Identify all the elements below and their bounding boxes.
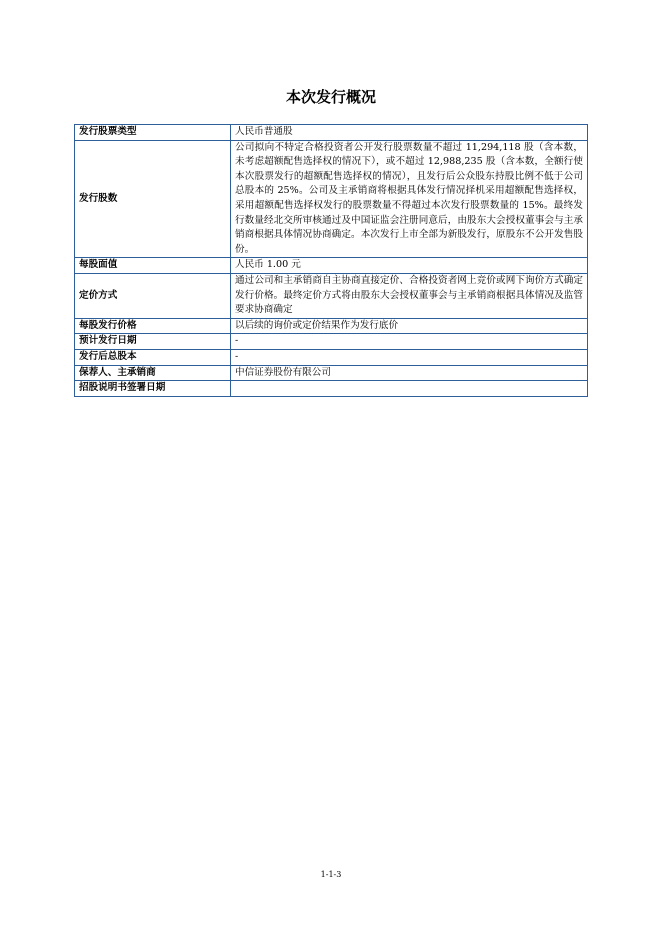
page-title: 本次发行概况	[285, 88, 376, 106]
row-label-total-shares: 发行后总股本	[75, 349, 231, 365]
page-number: 1-1-3	[320, 870, 342, 879]
row-value-par-value: 人民币 1.00 元	[231, 258, 588, 274]
table-row	[75, 273, 588, 318]
row-value-pricing-method: 通过公司和主承销商自主协商直接定价、合格投资者网上竞价或网下询价方式确定发行价格。最终定价方式将由股东大会授权董事会与主承销商根据具体情况及监管要求协商确定	[231, 273, 588, 318]
table-row	[75, 381, 588, 397]
row-label-par-value: 每股面值	[75, 258, 231, 274]
row-label-pricing-method: 定价方式	[75, 273, 231, 318]
row-value-share-count: 公司拟向不特定合格投资者公开发行股票数量不超过 11,294,118 股（含本数，未考虑超额配售选择权的情况下），或不超过 12,988,235 股（含本数，全额行使本次股票发行的超额配售选择权的情况），且发行后公众股东持股比例不低于公司总股本的 25%。公司及主承销商将根据具体发行情况择机采用超额配售选择权，采用超额配售选择权发行的股票数量不得超过本次发行股票数量的 15%。最终发行数量经北交所审核通过及中国证监会注册同意后，由股东大会授权董事会与主承销商根据具体情况协商确定。本次发行上市全部为新股发行，原股东不公开发售股份。	[231, 140, 588, 258]
row-value-issue-date: -	[231, 334, 588, 350]
row-value-issue-price: 以后续的询价或定价结果作为发行底价	[231, 318, 588, 334]
table-row	[75, 125, 588, 141]
row-label-issue-date: 预计发行日期	[75, 334, 231, 350]
row-value-total-shares: -	[231, 349, 588, 365]
row-value-sponsor: 中信证券股份有限公司	[231, 365, 588, 381]
table-row	[75, 140, 588, 258]
row-label-share-count: 发行股数	[75, 140, 231, 258]
table-row	[75, 318, 588, 334]
table-row	[75, 349, 588, 365]
row-label-stock-type: 发行股票类型	[75, 125, 231, 141]
row-value-signing-date	[231, 381, 588, 397]
offering-overview-table	[74, 124, 588, 397]
row-label-sponsor: 保荐人、主承销商	[75, 365, 231, 381]
table-row	[75, 365, 588, 381]
row-value-stock-type: 人民币普通股	[231, 125, 588, 141]
row-label-issue-price: 每股发行价格	[75, 318, 231, 334]
table-row	[75, 334, 588, 350]
row-label-signing-date: 招股说明书签署日期	[75, 381, 231, 397]
table-row	[75, 258, 588, 274]
